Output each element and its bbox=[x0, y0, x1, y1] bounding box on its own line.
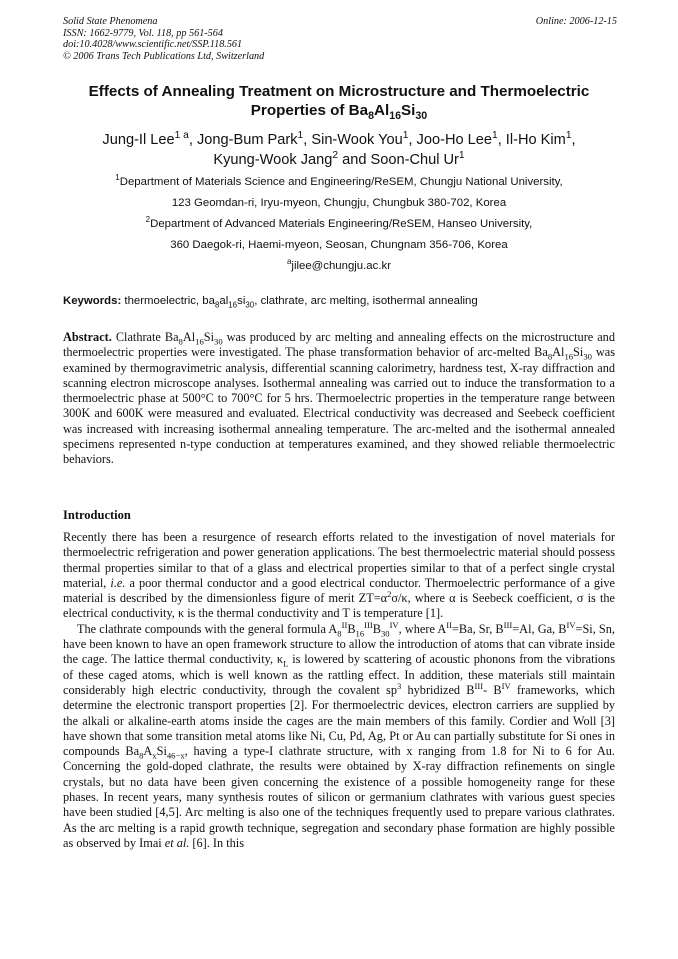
corresponding-email[interactable]: $^a$jilee@chungju.ac.kr bbox=[286, 257, 391, 272]
affiliation-2-address: 360 Daegok-ri, Haemi-myeon, Seosan, Chungnam 356-706, Korea bbox=[170, 239, 508, 251]
journal-header bbox=[63, 16, 617, 62]
abstract-label: Abstract. bbox=[63, 330, 112, 344]
abstract: Abstract. Clathrate $Ba_8Al_{16}Si_{30}$ was produced by arc melting and annealing effects on the microstructure and thermoelectric properties were investigated. The phase transformation behavior of arc-melted $Ba_8Al_{16}Si_{30}$ was examined by thermogravimetric analysis, differential scanning calorimetry, hardness test, X-ray diffraction and scanning electron microscope analyses. Isothermal annealing was carried out to induce the transformation to a thermoelectric phase at 500°C to 700°C for 5 hrs. Thermoelectric properties in the temperature range between 300K and 600K were measured and evaluated. Electrical conductivity was decreased and Seebeck coefficient was increased with increasing isothermal annealing temperature. The arc-melted and the isothermal annealed specimens represented n-type conduction at temperatures examined, and they showed reliable thermoelectric behaviors. bbox=[63, 330, 615, 467]
affiliation-2: $^2$Department of Advanced Materials Engineering/ReSEM, Hanseo University, bbox=[145, 215, 533, 230]
intro-paragraph-1: Recently there has been a resurgence of research efforts related to the investigation of novel materials for thermoelectric refrigeration and power generation applications. The best thermoelectric material should possess thermal properties similar to that of a glass and electrical properties similar to that of a perfect single crystal material, i.e. a poor thermal conductor and a good electrical conductor. Thermoelectric performance of a give material is described by the dimensionless figure of merit $ZT=\alpha^2\sigma/\kappa$, where α is Seebeck coefficient, σ is the electrical conductivity, κ is the thermal conductivity and T is temperature [1]. bbox=[63, 530, 615, 621]
author-name: , Joo-Ho Lee bbox=[408, 132, 493, 148]
introduction-heading: Introduction bbox=[63, 508, 131, 522]
intro-paragraph-2: The clathrate compounds with the general formula $A_8^{II}B_{16}^{III}B_{30}^{IV}$, where $A^{II}=Ba$, Sr, $B^{III}=Al$, Ga, $B^{IV}=Si$, Sn, have been known to have an open framework structure to allow the introduction of atoms that can vibrate inside the cage. The lattice thermal conductivity, $\kappa_L$ is lowered by scattering of acoustic phonons from the vibrations of these caged atoms, which is well known as the rattling effect. In addition, these materials still maintain considerably high electric conductivity, through the covalent $sp^3$ hybridized $B^{III}-$ $B^{IV}$ frameworks, which determine the electronic transport properties [2]. For thermoelectric devices, electron carriers are supplied by the alkali or alkaline-earth atoms inside the cages are the main members of this family. Cordier and Woll [3] have shown that some transition metal atoms like Ni, Cu, Pd, Ag, Pt or Au can partially substitute for Si ones in compounds $Ba_8A_xSi_{46-x}$, having a type-I clathrate structure, with x ranging from 1.8 for Ni to 6 for Au. Concerning the gold-doped clathrate, the results were obtained by X-ray diffraction refinements on single crystals, but no data have been given concerning the existence of a possible homogeneity range for these phases. In recent years, many synthesis routes of silicon or germanium clathrates with various guest species have been studied [4,5]. Arc melting is also one of the techniques frequently used to prepare various clathrates. As the arc melting is a rapid growth technique, segregation and secondary phase formation are highly possible as observed by Imai et al. [6]. In this bbox=[63, 619, 615, 850]
paper-title bbox=[40, 82, 638, 123]
issn-line: ISSN: 1662-9779, Vol. 118, pp 561-564 bbox=[63, 27, 223, 39]
author-name: Kyung-Wook Jang bbox=[213, 151, 333, 168]
title-line-1: Effects of Annealing Treatment on Microstructure and Thermoelectric bbox=[88, 83, 590, 100]
author-name: , Sin-Wook You bbox=[303, 132, 403, 148]
author-name: , Jong-Bum Park bbox=[188, 132, 298, 148]
author-name: and Soon-Chul Ur bbox=[338, 151, 459, 168]
author-list bbox=[30, 131, 648, 170]
introduction-body bbox=[63, 530, 615, 851]
doi-line[interactable]: doi:10.4028/www.scientific.net/SSP.118.561 bbox=[63, 39, 243, 51]
author-line-2: Kyung-Wook Jang$^2$ and Soon-Chul Ur$^1$ bbox=[213, 149, 465, 168]
author-line-1: Jung-Il Lee$^{1 a}$, Jong-Bum Park$^1$, Sin-Wook You$^1$, Joo-Ho Lee$^1$, Il-Ho Kim$^1$, bbox=[102, 130, 576, 148]
keywords: Keywords: thermoelectric, $ba_8al_{16}si_{30}$, clathrate, arc melting, isothermal annealing bbox=[63, 295, 478, 310]
author-name: Jung-Il Lee bbox=[102, 132, 175, 148]
online-date: Online: 2006-12-15 bbox=[535, 16, 617, 27]
affiliation-1: $^1$Department of Materials Science and Engineering/ReSEM, Chungju National University, bbox=[115, 173, 563, 188]
copyright-line: © 2006 Trans Tech Publications Ltd, Switzerland bbox=[63, 50, 265, 62]
keywords-label: Keywords: bbox=[63, 295, 122, 307]
title-line-2: Properties of $Ba_8Al_{16}Si_{30}$ bbox=[250, 102, 428, 123]
journal-name: Solid State Phenomena bbox=[63, 16, 158, 27]
author-name: , Il-Ho Kim bbox=[497, 132, 566, 148]
affiliation-1-address: 123 Geomdan-ri, Iryu-myeon, Chungju, Chungbuk 380-702, Korea bbox=[171, 197, 507, 209]
